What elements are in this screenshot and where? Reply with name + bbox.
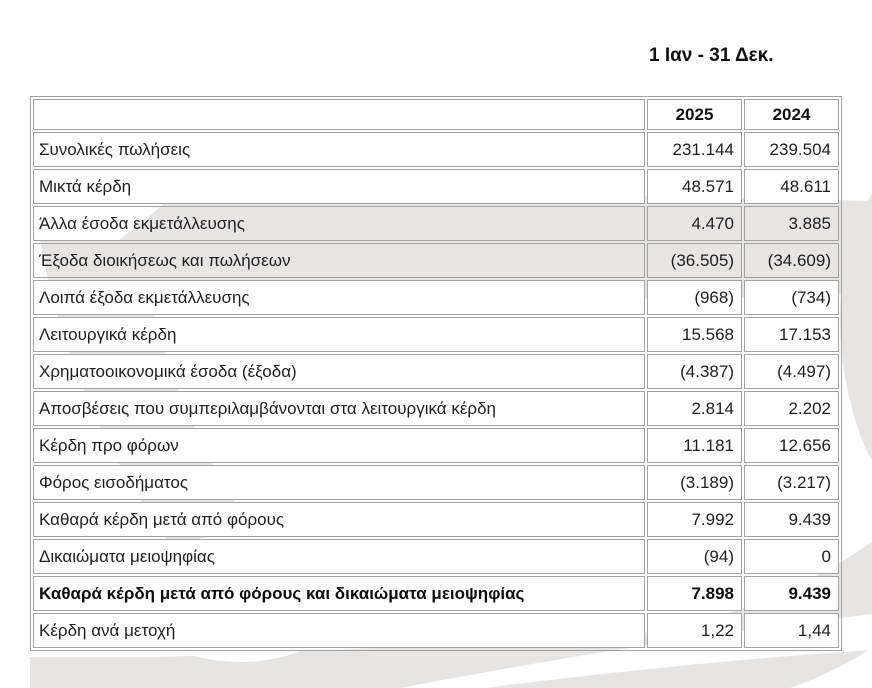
value-2024: 9.439	[744, 576, 839, 611]
value-2025: (968)	[647, 280, 742, 315]
table-row	[33, 502, 839, 537]
table-row	[33, 539, 839, 574]
header-year-2024: 2024	[744, 99, 839, 130]
row-label: Συνολικές πωλήσεις	[33, 132, 645, 167]
row-label: Δικαιώματα μειοψηφίας	[33, 539, 645, 574]
value-2025: 48.571	[647, 169, 742, 204]
value-2024: 239.504	[744, 132, 839, 167]
value-2024: 9.439	[744, 502, 839, 537]
row-label: Φόρος εισοδήματος	[33, 465, 645, 500]
table-row	[33, 243, 839, 278]
table-row	[33, 354, 839, 389]
value-2024: 0	[744, 539, 839, 574]
value-2025: 11.181	[647, 428, 742, 463]
row-label: Κέρδη προ φόρων	[33, 428, 645, 463]
table-row	[33, 206, 839, 241]
row-label: Λοιπά έξοδα εκμετάλλευσης	[33, 280, 645, 315]
table-row	[33, 613, 839, 648]
value-2024: 12.656	[744, 428, 839, 463]
table-row	[33, 317, 839, 352]
value-2025: (94)	[647, 539, 742, 574]
value-2024: (734)	[744, 280, 839, 315]
value-2024: (3.217)	[744, 465, 839, 500]
row-label: Άλλα έσοδα εκμετάλλευσης	[33, 206, 645, 241]
financial-table	[30, 96, 842, 651]
row-label: Αποσβέσεις που συμπεριλαμβάνονται στα λειτουργικά κέρδη	[33, 391, 645, 426]
row-label: Χρηματοοικονομικά έσοδα (έξοδα)	[33, 354, 645, 389]
value-2025: 1,22	[647, 613, 742, 648]
table-row	[33, 576, 839, 611]
value-2025: 15.568	[647, 317, 742, 352]
table-row	[33, 169, 839, 204]
value-2024: 17.153	[744, 317, 839, 352]
value-2024: 1,44	[744, 613, 839, 648]
row-label: Καθαρά κέρδη μετά από φόρους και δικαιώματα μειοψηφίας	[33, 576, 645, 611]
value-2024: 3.885	[744, 206, 839, 241]
value-2025: 4.470	[647, 206, 742, 241]
value-2025: 231.144	[647, 132, 742, 167]
table-row	[33, 132, 839, 167]
header-row	[33, 99, 839, 130]
row-label: Καθαρά κέρδη μετά από φόρους	[33, 502, 645, 537]
value-2024: 2.202	[744, 391, 839, 426]
value-2025: 2.814	[647, 391, 742, 426]
table-row	[33, 465, 839, 500]
table-row	[33, 280, 839, 315]
period-header: 1 Ιαν - 31 Δεκ.	[649, 45, 774, 66]
row-label: Έξοδα διοικήσεως και πωλήσεων	[33, 243, 645, 278]
row-label: Μικτά κέρδη	[33, 169, 645, 204]
value-2024: (4.497)	[744, 354, 839, 389]
value-2025: 7.898	[647, 576, 742, 611]
header-year-2025: 2025	[647, 99, 742, 130]
value-2025: 7.992	[647, 502, 742, 537]
table-row	[33, 391, 839, 426]
value-2024: (34.609)	[744, 243, 839, 278]
header-empty-cell	[33, 99, 645, 130]
value-2025: (3.189)	[647, 465, 742, 500]
value-2025: (4.387)	[647, 354, 742, 389]
row-label: Λειτουργικά κέρδη	[33, 317, 645, 352]
row-label: Κέρδη ανά μετοχή	[33, 613, 645, 648]
value-2025: (36.505)	[647, 243, 742, 278]
table-row	[33, 428, 839, 463]
value-2024: 48.611	[744, 169, 839, 204]
